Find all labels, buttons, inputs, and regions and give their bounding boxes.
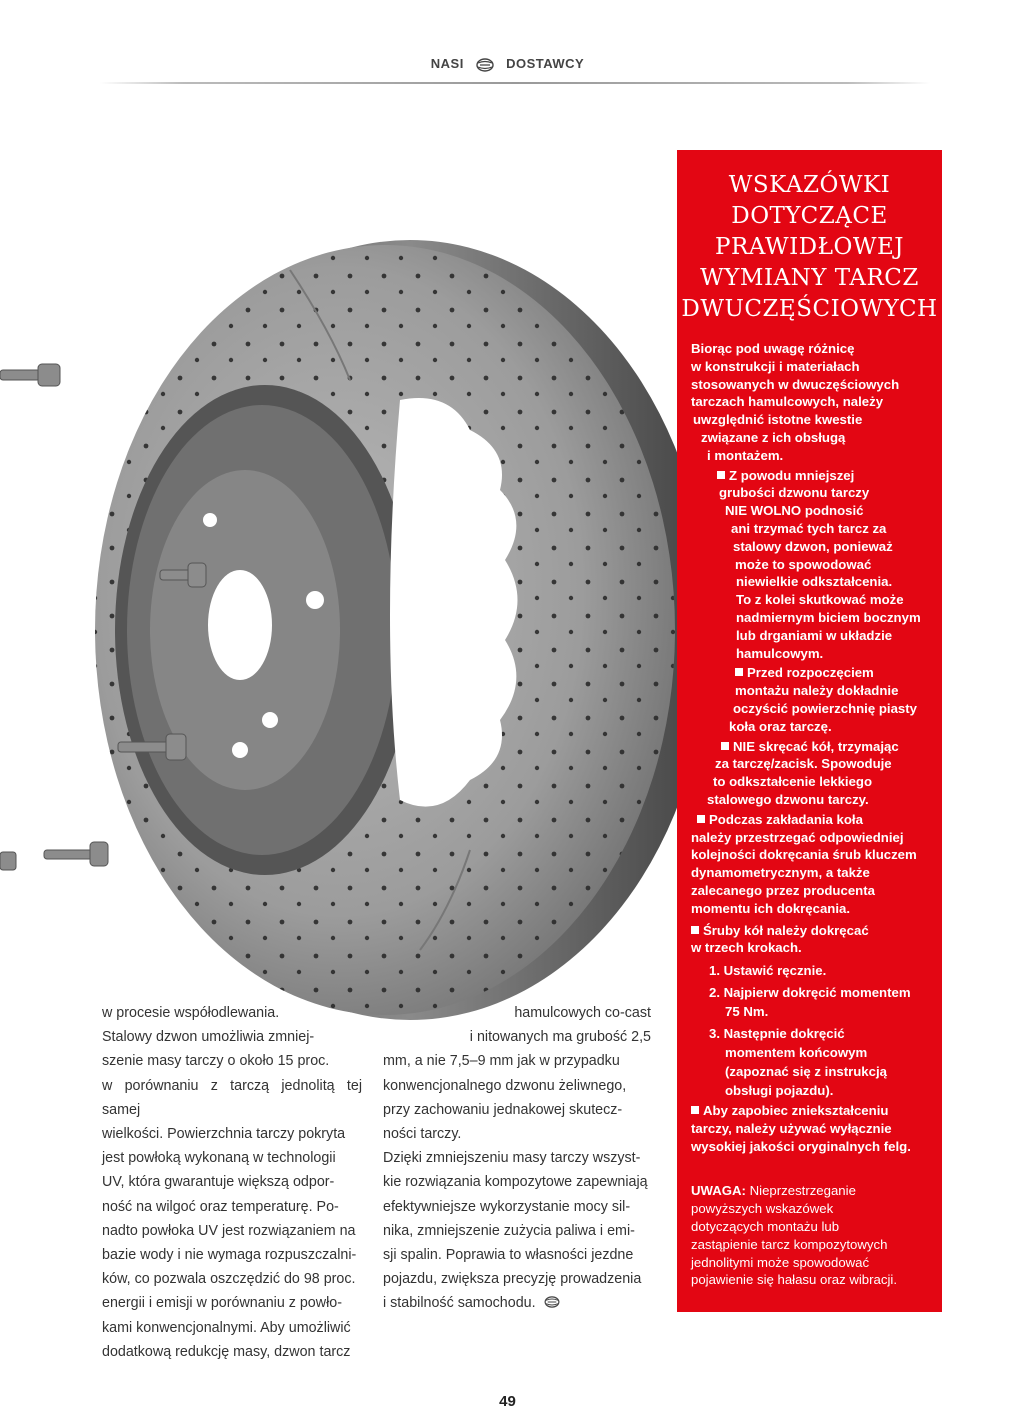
bullet-text: Śruby kół należy dokręcać [703, 922, 869, 938]
article-line: szenie masy tarczy o około 15 proc. [102, 1053, 330, 1070]
bullet-line: NIE WOLNO podnosić [725, 503, 864, 519]
intro-line: i montażem. [707, 447, 784, 463]
torque-steps [691, 961, 936, 1100]
step-line: momentem końcowym [725, 1045, 868, 1061]
bullet-line: stalowy dzwon, ponieważ [733, 538, 893, 554]
warning-line: jednolitymi może spowodować [691, 1254, 870, 1270]
bullet-text: Przed rozpoczęciem [747, 665, 874, 681]
article-line: jest powłoką wykonaną w technologii [102, 1150, 336, 1167]
article-line: bazie wody i nie wymaga rozpuszczalni- [102, 1247, 357, 1264]
intro-line: Biorąc pod uwagę różnicę [691, 341, 855, 356]
bullet-line: tarczy, należy używać wyłącznie [691, 1120, 892, 1136]
article-line [383, 1291, 651, 1315]
bullet-line: dynamometrycznym, a także [691, 865, 870, 881]
warning-line: dotyczących montażu lub [691, 1219, 840, 1235]
article-line: przy zachowaniu jednakowej skutecz- [383, 1101, 623, 1118]
sidebar-title-line: WSKAZÓWKI [728, 172, 891, 198]
article-line: w procesie współodlewania. [102, 1005, 280, 1021]
warning-text: Nieprzestrzeganie [749, 1183, 856, 1199]
bullet-square-icon [721, 742, 729, 750]
step-line: 1. Ustawić ręcznie. [709, 963, 827, 979]
bullet-line: zalecanego przez producenta [691, 882, 875, 898]
article-line: dodatkową redukcję masy, dzwon tarcz [102, 1343, 351, 1360]
sidebar-bullet-2 [691, 664, 936, 735]
bullet-line: w trzech krokach. [691, 940, 802, 956]
bullet-line: oczyścić powierzchnię piasty [733, 700, 917, 716]
bullet-line: niewielkie odkształcenia. [736, 574, 893, 590]
step-line: 2. Najpierw dokręcić momentem [709, 985, 911, 1001]
article-line: kami konwencjonalnymi. Aby umożliwić [102, 1319, 351, 1336]
bullet-line [691, 467, 936, 485]
article-line: w porównaniu z tarczą jednolitą tej samej [102, 1077, 362, 1118]
article-line: Stalowy dzwon umożliwia zmniej- [102, 1029, 315, 1046]
bullet-line: nadmiernym biciem bocznym [736, 609, 921, 625]
step-line: obsługi pojazdu). [725, 1083, 834, 1099]
bullet-line: lub drganiami w układzie [736, 627, 893, 643]
bullet-line: należy przestrzegać odpowiedniej [691, 829, 904, 845]
tips-sidebar [677, 150, 942, 1312]
intro-line: związane z ich obsługą [701, 429, 846, 445]
bullet-line [691, 922, 936, 940]
article-line: hamulcowych co-cast [514, 1005, 651, 1021]
bullet-line: kolejności dokręcania śrub kluczem [691, 847, 917, 863]
bullet-line: ani trzymać tych tarcz za [731, 520, 887, 536]
article-line: kie rozwiązania kompozytowe zapewniają [383, 1174, 648, 1191]
sidebar-title-line: DOTYCZĄCE [731, 203, 888, 229]
header-right-text: DOSTAWCY [506, 56, 585, 71]
sidebar-intro [691, 340, 936, 465]
bullet-line: za tarczę/zacisk. Spowoduje [715, 756, 892, 772]
article-line: ków, co pozwala oszczędzić do 98 proc. [102, 1271, 356, 1288]
article-line: wielkości. Powierzchnia tarczy pokryta [102, 1126, 346, 1143]
bullet-text: Podczas zakładania koła [709, 811, 863, 827]
intro-line: stosowanych w dwuczęściowych [691, 376, 900, 392]
article-line: konwencjonalnego dzwonu żeliwnego, [383, 1077, 627, 1094]
article-line: sji spalin. Poprawia to własności jezdne [383, 1247, 634, 1264]
article-line: mm, a nie 7,5–9 mm jak w przypadku [383, 1053, 620, 1070]
article-line: Dzięki zmniejszeniu masy tarczy wszyst- [383, 1150, 641, 1167]
bullet-line: wysokiej jakości oryginalnych felg. [691, 1138, 911, 1154]
article-column-1 [102, 1001, 362, 1364]
sidebar-bullet-4 [691, 811, 936, 918]
bullet-line: To z kolei skutkować może [736, 592, 904, 608]
article-line-text: i stabilność samochodu. [383, 1295, 536, 1312]
sidebar-title-line: WYMIANY TARCZ [700, 265, 919, 291]
bullet-text: Z powodu mniejszej [729, 467, 855, 483]
article-line: energii i emisji w porównaniu z powło- [102, 1295, 342, 1312]
article-line: pojazdu, zwiększa precyzję prowadzenia [383, 1271, 642, 1288]
bullet-line: montażu należy dokładnie [735, 683, 899, 699]
running-header [0, 56, 1015, 72]
bullet-line: stalowego dzwonu tarczy. [707, 791, 869, 807]
article-line: nadto powłoka UV jest rozwiązaniem na [102, 1222, 356, 1239]
sidebar-title-line: PRAWIDŁOWEJ [714, 234, 905, 260]
article-line: ności tarczy. [383, 1126, 462, 1143]
bullet-line: to odkształcenie lekkiego [713, 774, 873, 790]
warning-line [691, 1182, 936, 1200]
sidebar-title [677, 170, 942, 325]
sidebar-bullet-3 [691, 738, 936, 809]
warning-line: zastąpienie tarcz kompozytowych [691, 1236, 888, 1252]
bullet-line [691, 1102, 936, 1120]
sidebar-bullet-6 [691, 1102, 936, 1155]
bullet-square-icon [717, 471, 725, 479]
bullet-line [691, 738, 936, 756]
step-line: 3. Następnie dokręcić [709, 1026, 845, 1042]
end-mark-icon [544, 1296, 560, 1308]
bullet-text: Aby zapobiec zniekształceniu [703, 1103, 889, 1119]
intro-line: tarczach hamulcowych, należy [691, 394, 884, 410]
warning-label: UWAGA: [691, 1183, 746, 1199]
bullet-square-icon [691, 926, 699, 934]
header-divider [100, 82, 930, 84]
bullet-line: grubości dzwonu tarczy [719, 485, 870, 501]
header-left-text: NASI [430, 56, 464, 71]
article-line: i nitowanych ma grubość 2,5 [469, 1029, 651, 1046]
bullet-line [691, 811, 936, 829]
article-line: UV, która gwarantuje większą odpor- [102, 1174, 335, 1191]
article-line: efektywniejsze wykorzystanie mocy sil- [383, 1198, 631, 1215]
warning-line: powyższych wskazówek [691, 1201, 834, 1217]
bullet-square-icon [697, 815, 705, 823]
brake-disc-icon [0, 230, 720, 1020]
brand-logo-icon [476, 58, 494, 72]
step-line: (zapoznać się z instrukcją [725, 1064, 887, 1080]
warning-line: pojawienie się hałasu oraz wibracji. [691, 1272, 897, 1288]
sidebar-title-line: DWUCZĘŚCIOWYCH [681, 296, 938, 322]
article-line: ność na wilgoć oraz temperaturę. Po- [102, 1198, 339, 1215]
bullet-line: może to spowodować [735, 556, 872, 572]
bullet-line [691, 664, 936, 682]
sidebar-bullet-1 [691, 467, 936, 663]
step-line: 75 Nm. [725, 1004, 769, 1020]
bullet-text: NIE skręcać kół, trzymając [733, 738, 899, 754]
sidebar-bullet-5 [691, 922, 936, 958]
article-line: nika, zmniejszenie zużycia paliwa i emi- [383, 1222, 635, 1239]
bullet-line: hamulcowym. [736, 645, 824, 661]
bullet-line: momentu ich dokręcania. [691, 900, 851, 916]
article-column-2 [383, 1001, 651, 1316]
sidebar-warning [691, 1182, 936, 1289]
bullet-line: koła oraz tarczę. [729, 718, 832, 734]
bullet-square-icon [735, 668, 743, 676]
bullet-square-icon [691, 1106, 699, 1114]
intro-line: w konstrukcji i materiałach [691, 358, 860, 374]
sidebar-body [691, 340, 936, 1289]
intro-line: uwzględnić istotne kwestie [693, 412, 863, 428]
page-number: 49 [499, 1393, 516, 1410]
